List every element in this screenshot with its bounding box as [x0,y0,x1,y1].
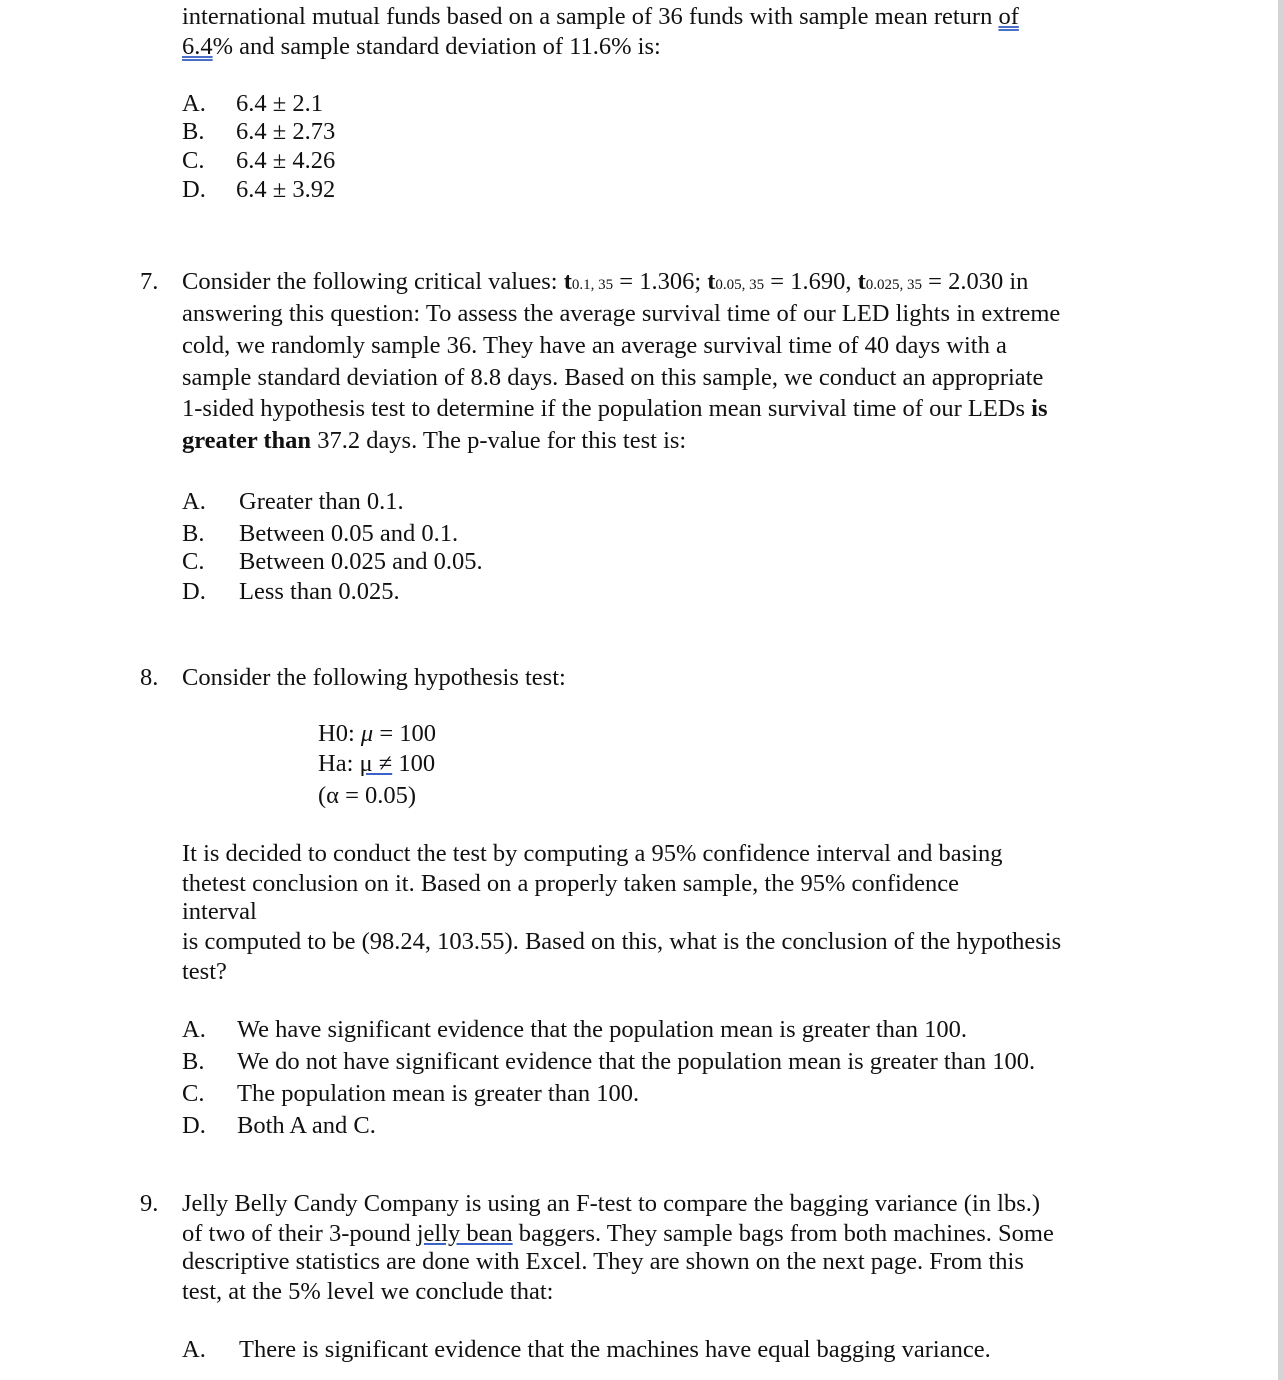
q8-option-d: D. Both A and C. [182,1112,376,1139]
q7-number: 7. [140,268,159,295]
q9-number: 9. [140,1190,159,1217]
q9-line-2: of two of their 3-pound jelly bean baggers. They sample bags from both machines. Some [182,1220,1054,1247]
q8-paragraph-line-4: is computed to be (98.24, 103.55). Based on this, what is the conclusion of the hypothesis [182,928,1062,955]
q8-option-c: C. The population mean is greater than 100. [182,1080,640,1107]
q9-line-1: Jelly Belly Candy Company is using an F-test to compare the bagging variance (in lbs.) [182,1190,1041,1217]
q8-paragraph-line-3: interval [182,898,257,925]
q6-option-d: D. 6.4 ± 3.92 [182,176,336,203]
q8-number: 8. [140,664,159,691]
q8-paragraph-line-1: It is decided to conduct the test by computing a 95% confidence interval and basing [182,840,1003,867]
q6-option-a: A. 6.4 ± 2.1 [182,90,323,117]
q6-option-c: C. 6.4 ± 4.26 [182,147,336,174]
q8-option-a: A. We have significant evidence that the population mean is greater than 100. [182,1016,968,1043]
page-edge [1278,0,1284,1380]
q8-paragraph-line-5: test? [182,958,227,985]
q8-paragraph-line-2: thetest conclusion on it. Based on a properly taken sample, the 95% confidence [182,870,959,897]
q8-alpha: (α = 0.05) [318,782,417,809]
q8-alternative-hypothesis: Ha: μ ≠ 100 [318,750,436,777]
q9-option-a: A. There is significant evidence that the machines have equal bagging variance. [182,1336,991,1363]
q6-line-2: 6.4% and sample standard deviation of 11.6% is: [182,33,661,60]
q7-line-6: greater than 37.2 days. The p-value for this test is: [182,427,687,454]
q8-intro: Consider the following hypothesis test: [182,664,566,691]
q7-line-2: answering this question: To assess the average survival time of our LED lights in extreme [182,300,1061,327]
q6-option-b: B. 6.4 ± 2.73 [182,118,336,145]
q7-line-1: Consider the following critical values: t0.1, 35 = 1.306; t0.05, 35 = 1.690, t0.025, 35 = 2.030 in [182,268,1029,295]
q6-line-1: international mutual funds based on a sample of 36 funds with sample mean return of [182,3,1019,30]
q7-line-4: sample standard deviation of 8.8 days. Based on this sample, we conduct an appropriate [182,364,1044,391]
q7-option-a: A. Greater than 0.1. [182,488,404,515]
q7-option-b: B. Between 0.05 and 0.1. [182,520,459,547]
q8-option-b: B. We do not have significant evidence that the population mean is greater than 100. [182,1048,1036,1075]
q7-line-3: cold, we randomly sample 36. They have an average survival time of 40 days with a [182,332,1007,359]
q9-line-3: descriptive statistics are done with Excel. They are shown on the next page. From this [182,1248,1024,1275]
q8-null-hypothesis: H0: μ = 100 [318,720,437,747]
q9-line-4: test, at the 5% level we conclude that: [182,1278,554,1305]
q7-option-d: D. Less than 0.025. [182,578,400,605]
q7-option-c: C. Between 0.025 and 0.05. [182,548,483,575]
q7-line-5: 1-sided hypothesis test to determine if the population mean survival time of our LEDs is [182,395,1048,422]
